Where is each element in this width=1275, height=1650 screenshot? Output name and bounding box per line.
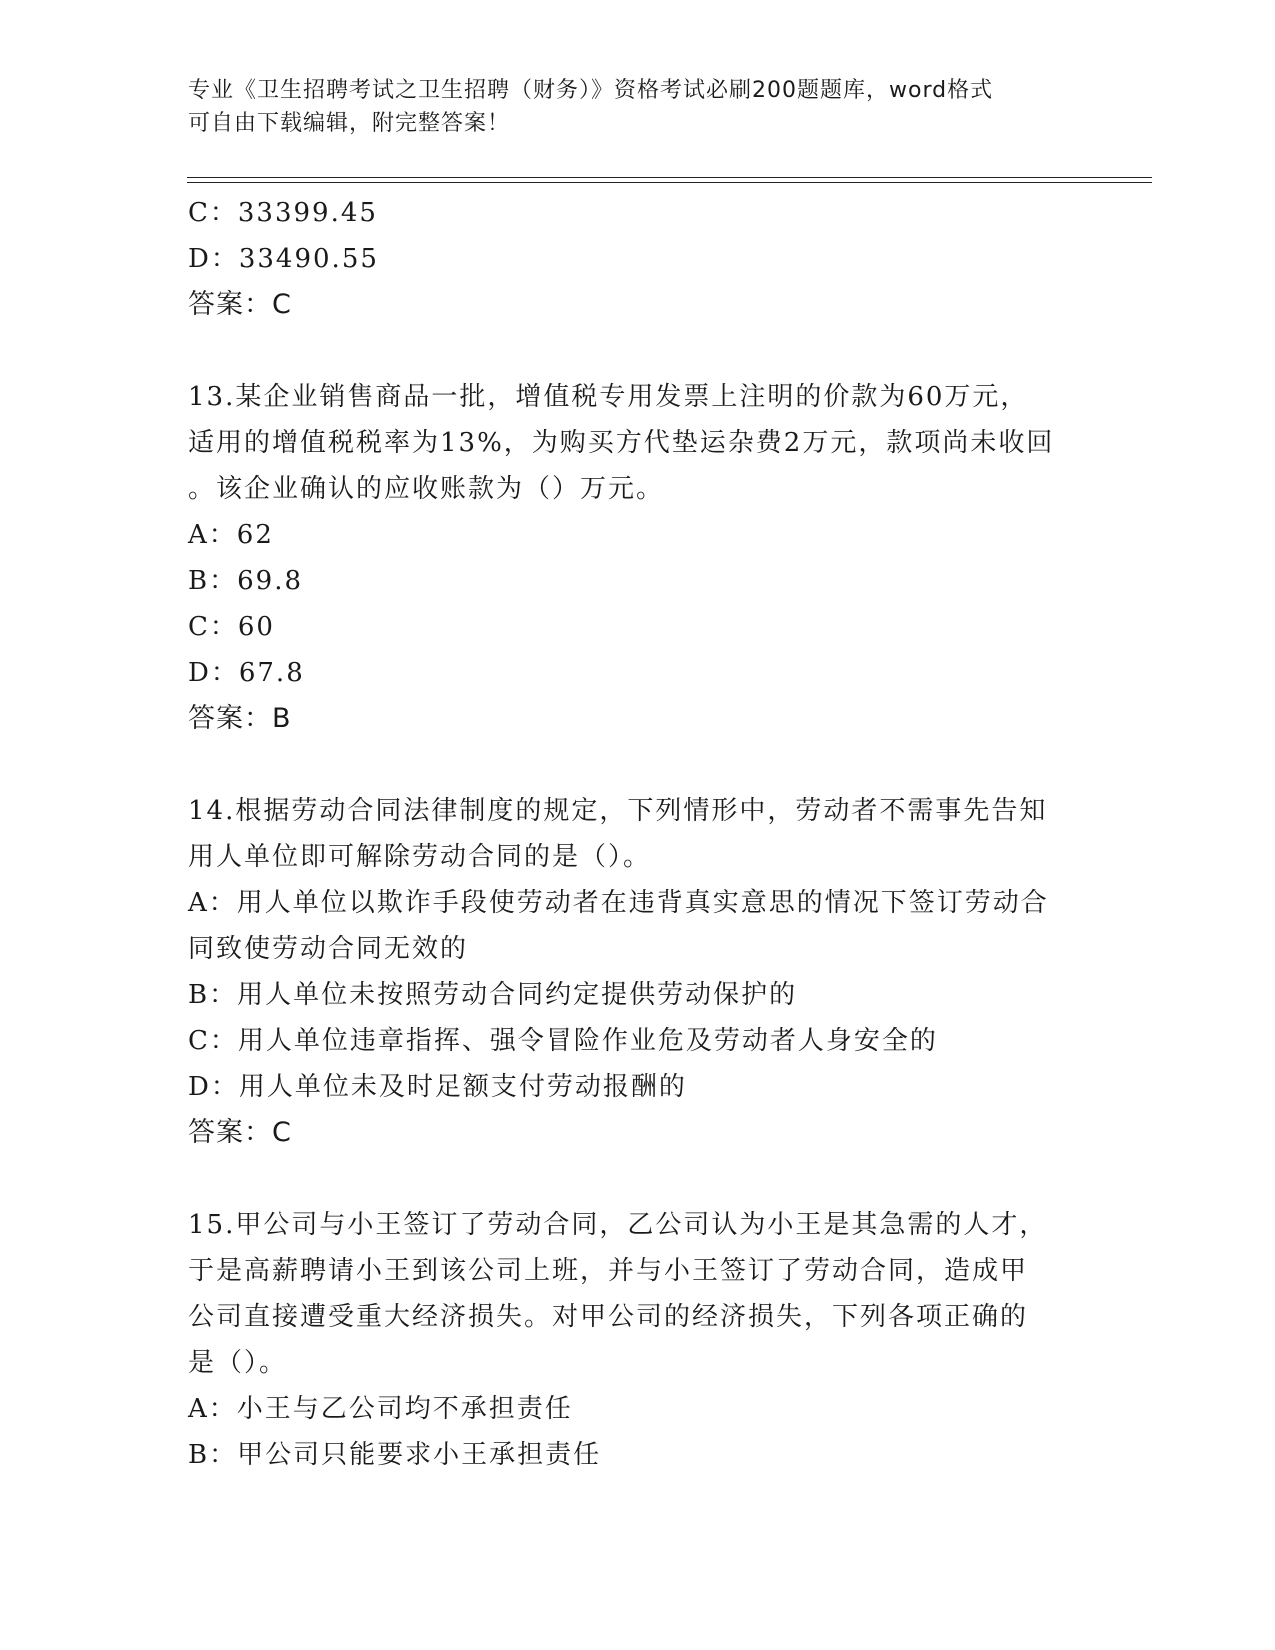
option-d: D：67.8 <box>188 658 305 688</box>
option-c: C：用人单位违章指挥、强令冒险作业危及劳动者人身安全的 <box>188 1026 938 1056</box>
header-line-1: 专业《卫生招聘考试之卫生招聘（财务）》资格考试必刷200题题库，word格式 <box>188 78 994 103</box>
question-stem-line: 公司直接遭受重大经济损失。对甲公司的经济损失，下列各项正确的 <box>188 1302 1029 1332</box>
header-divider-bottom <box>187 182 1152 183</box>
question-stem-line: 15.甲公司与小王签订了劳动合同，乙公司认为小王是其急需的人才， <box>188 1210 1048 1240</box>
answer-line: 答案：C <box>188 289 292 320</box>
option-d: D：用人单位未及时足额支付劳动报酬的 <box>188 1072 687 1102</box>
option-b: B：甲公司只能要求小王承担责任 <box>188 1440 602 1470</box>
answer-line: 答案：C <box>188 1117 292 1148</box>
question-stem-line: 适用的增值税税率为13%，为购买方代垫运杂费2万元，款项尚未收回 <box>188 428 1055 458</box>
question-14 <box>188 788 1088 1156</box>
option-a: A：62 <box>188 520 274 550</box>
answer-line: 答案：B <box>188 703 292 734</box>
spacer <box>188 742 1088 788</box>
question-15 <box>188 1202 1088 1478</box>
spacer <box>188 328 1088 374</box>
option-c: C：60 <box>188 612 275 642</box>
option-a: A：小王与乙公司均不承担责任 <box>188 1394 573 1424</box>
question-stem-line: 是（）。 <box>188 1348 288 1378</box>
option-d: D：33490.55 <box>188 244 379 274</box>
question-stem-line: 。该企业确认的应收账款为（）万元。 <box>188 474 665 504</box>
question-stem-line: 14.根据劳动合同法律制度的规定，下列情形中，劳动者不需事先告知 <box>188 796 1048 826</box>
spacer <box>188 1156 1088 1202</box>
option-a-continued: 同致使劳动合同无效的 <box>188 934 469 964</box>
question-13 <box>188 374 1088 742</box>
question-list <box>188 190 1088 1478</box>
option-b: B：69.8 <box>188 566 303 596</box>
question-stem-line: 用人单位即可解除劳动合同的是（）。 <box>188 842 652 872</box>
option-b: B：用人单位未按照劳动合同约定提供劳动保护的 <box>188 980 798 1010</box>
option-a: A：用人单位以欺诈手段使劳动者在违背真实意思的情况下签订劳动合 <box>188 888 1049 918</box>
question-stem-line: 13.某企业销售商品一批，增值税专用发票上注明的价款为60万元， <box>188 382 1029 412</box>
option-c: C：33399.45 <box>188 198 378 228</box>
header-line-2: 可自由下载编辑，附完整答案！ <box>188 111 511 136</box>
document-header <box>188 74 1088 140</box>
question-12-tail <box>188 190 1088 328</box>
header-divider-top <box>187 177 1152 178</box>
question-stem-line: 于是高薪聘请小王到该公司上班，并与小王签订了劳动合同，造成甲 <box>188 1256 1029 1286</box>
